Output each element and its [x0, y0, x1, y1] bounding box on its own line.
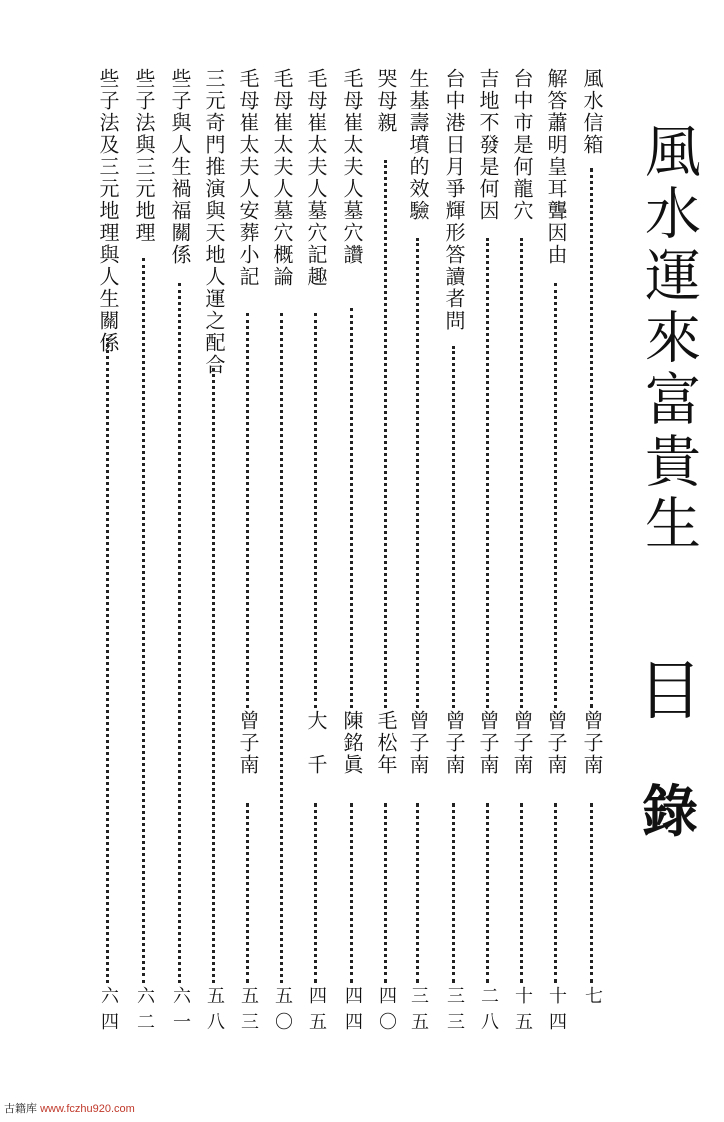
- toc-entry[interactable]: [268, 68, 296, 1038]
- leader-dots: [384, 803, 391, 983]
- entry-title: 毛母崔太夫人墓穴概論: [270, 68, 294, 288]
- leader-dots: [452, 803, 459, 983]
- leader-dots: [590, 168, 597, 708]
- entry-title: 毛母崔太夫人安葬小記: [236, 68, 260, 288]
- leader-dots: [246, 803, 253, 983]
- entry-page: 五三: [238, 986, 259, 1038]
- toc-entry[interactable]: [234, 68, 262, 1038]
- book-title: 風水運來富貴生: [636, 122, 701, 556]
- entry-title: 哭母親: [374, 68, 398, 134]
- entry-title: 些子與人生禍福關係: [168, 68, 192, 266]
- entry-author: 毛松年: [374, 710, 398, 776]
- leader-dots: [280, 313, 287, 983]
- entry-page: 四〇: [376, 986, 397, 1038]
- leader-dots: [486, 238, 493, 708]
- entry-page: 十五: [512, 986, 533, 1038]
- entry-page: 三五: [408, 986, 429, 1038]
- entry-title: 些子法及三元地理與人生關係: [96, 68, 120, 354]
- leader-dots: [486, 803, 493, 983]
- entry-page: 四五: [306, 986, 327, 1038]
- toc-heading-mu: 目: [638, 655, 702, 729]
- leader-dots: [246, 313, 253, 708]
- leader-dots: [314, 313, 321, 708]
- entry-author: 曾子南: [406, 710, 430, 776]
- leader-dots: [350, 803, 357, 983]
- entry-title: 台中港日月爭輝形答讀者問: [442, 68, 466, 332]
- footer-url[interactable]: www.fczhu920.com: [40, 1103, 135, 1115]
- leader-dots: [452, 346, 459, 708]
- toc-entry[interactable]: [404, 68, 432, 1038]
- entry-page: 二八: [478, 986, 499, 1038]
- leader-dots: [384, 160, 391, 708]
- entry-title: 風水信箱: [580, 68, 604, 156]
- toc-entry[interactable]: [130, 68, 158, 1038]
- entry-page: 五〇: [272, 986, 293, 1038]
- leader-dots: [520, 238, 527, 708]
- toc-heading-lu: 錄: [642, 779, 698, 845]
- leader-dots: [350, 308, 357, 708]
- entry-page: 六四: [98, 986, 119, 1038]
- toc-entry[interactable]: [166, 68, 194, 1038]
- entry-title: 三元奇門推演與天地人運之配合: [202, 68, 226, 376]
- leader-dots: [142, 258, 149, 983]
- toc-entry[interactable]: [94, 68, 122, 1038]
- entry-author: 曾子南: [476, 710, 500, 776]
- entry-title: 解答蕭明皇耳聾因由: [544, 68, 568, 266]
- toc-entry[interactable]: [302, 68, 330, 1038]
- entry-page: 七: [582, 986, 603, 1012]
- leader-dots: [212, 368, 219, 983]
- toc-entry[interactable]: [200, 68, 228, 1038]
- toc-entry[interactable]: [474, 68, 502, 1038]
- toc-entry[interactable]: [338, 68, 366, 1038]
- leader-dots: [590, 803, 597, 983]
- entry-title: 台中市是何龍穴: [510, 68, 534, 222]
- leader-dots: [554, 803, 561, 983]
- toc-entry[interactable]: [542, 68, 570, 1038]
- entry-author: 曾子南: [510, 710, 534, 776]
- entry-author: 曾子南: [236, 710, 260, 776]
- entry-page: 四四: [342, 986, 363, 1038]
- footer-watermark: [4, 1100, 135, 1116]
- leader-dots: [178, 283, 185, 983]
- toc-entry[interactable]: [372, 68, 400, 1038]
- leader-dots: [554, 283, 561, 708]
- entry-title: 些子法與三元地理: [132, 68, 156, 244]
- footer-site-name: 古籍库: [4, 1103, 37, 1115]
- entry-title: 毛母崔太夫人墓穴記趣: [304, 68, 328, 288]
- entry-title: 吉地不發是何因: [476, 68, 500, 222]
- entry-title: 生基壽墳的效驗: [406, 68, 430, 222]
- entry-page: 六二: [134, 986, 155, 1038]
- entry-page: 五八: [204, 986, 225, 1038]
- toc-entry[interactable]: [578, 68, 606, 1038]
- leader-dots: [106, 338, 113, 983]
- leader-dots: [520, 803, 527, 983]
- entry-page: 三三: [444, 986, 465, 1038]
- toc-entry[interactable]: [440, 68, 468, 1038]
- entry-author: 陳銘眞: [340, 710, 364, 776]
- entry-page: 六一: [170, 986, 191, 1038]
- entry-author: 曾子南: [442, 710, 466, 776]
- entry-author: 曾子南: [544, 710, 568, 776]
- entry-title: 毛母崔太夫人墓穴讚: [340, 68, 364, 266]
- leader-dots: [314, 803, 321, 983]
- entry-author: 曾子南: [580, 710, 604, 776]
- toc-entry[interactable]: [508, 68, 536, 1038]
- leader-dots: [416, 803, 423, 983]
- entry-page: 十四: [546, 986, 567, 1038]
- leader-dots: [416, 238, 423, 708]
- entry-author: 大 千: [304, 710, 328, 776]
